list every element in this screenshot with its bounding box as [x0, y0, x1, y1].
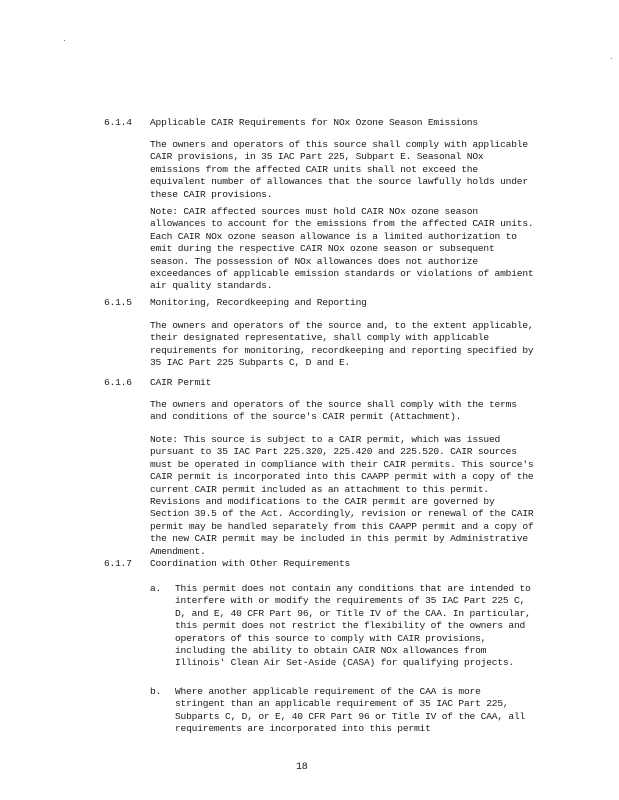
paragraph: The owners and operators of the source and, to the extent applicable, their designated representative, shall comply with applicable requirements for monitoring, recordkeeping and reporting specified by 35 IAC Part 225 Subparts C, D and E.	[150, 320, 534, 369]
section-title: CAIR Permit	[150, 377, 212, 388]
scan-speck	[64, 40, 65, 41]
list-item-label: b.	[150, 686, 162, 697]
section-number: 6.1.6	[104, 377, 132, 388]
list-item-text: Where another applicable requirement of the CAA is more stringent than an applicable requirement of 35 IAC Part 225, Subparts C, D, or E, 40 CFR Part 96 or Title IV of the CAA, all requirements are incorporated into this permit	[175, 686, 526, 735]
note-paragraph: Note: CAIR affected sources must hold CAIR NOx ozone season allowances to account for the emissions from the affected CAIR units. Each CAIR NOx ozone season allowance is a limited authorization to emit during the respective CAIR NOx ozone season or subsequent season. The possession of NOx allowances does not authorize exceedances of applicable emission standards or violations of ambient air quality standards.	[150, 206, 534, 292]
list-item-label: a.	[150, 583, 162, 594]
paragraph: The owners and operators of the source shall comply with the terms and conditions of the source's CAIR permit (Attachment).	[150, 399, 517, 423]
paragraph: The owners and operators of this source shall comply with applicable CAIR provisions, in 35 IAC Part 225, Subpart E. Seasonal NOx emissions from the affected CAIR units shall not exceed the equivalent number of allowances that the source lawfully holds under these CAIR provisions.	[150, 139, 528, 200]
section-title: Monitoring, Recordkeeping and Reporting	[150, 297, 367, 308]
section-title: Applicable CAIR Requirements for NOx Ozone Season Emissions	[150, 117, 478, 128]
section-number: 6.1.7	[104, 558, 132, 569]
scan-speck	[611, 58, 612, 59]
section-number: 6.1.5	[104, 297, 132, 308]
section-title: Coordination with Other Requirements	[150, 558, 351, 569]
note-paragraph: Note: This source is subject to a CAIR permit, which was issued pursuant to 35 IAC Part 225.320, 225.420 and 225.520. CAIR sources must be operated in compliance with their CAIR permits. This source's CAIR permit is incorporated into this CAAPP permit with a copy of the current CAIR permit included as an attachment to this permit. Revisions and modifications to the CAIR permit are governed by Section 39.5 of the Act. Accordingly, revision or renewal of the CAIR permit may be handled separately from this CAAPP permit and a copy of the new CAIR permit may be included in this permit by Administrative Amendment.	[150, 434, 534, 557]
list-item-text: This permit does not contain any conditions that are intended to interfere with or modify the requirements of 35 IAC Part 225 C, D, and E, 40 CFR Part 96, or Title IV of the CAA. In particular, this permit does not restrict the flexibility of the owners and operators of this source to comply with CAIR provisions, including the ability to obtain CAIR NOx allowances from Illinois' Clean Air Set-Aside (CASA) for qualifying projects.	[175, 583, 531, 669]
section-number: 6.1.4	[104, 117, 132, 128]
page-number: 18	[296, 762, 308, 773]
